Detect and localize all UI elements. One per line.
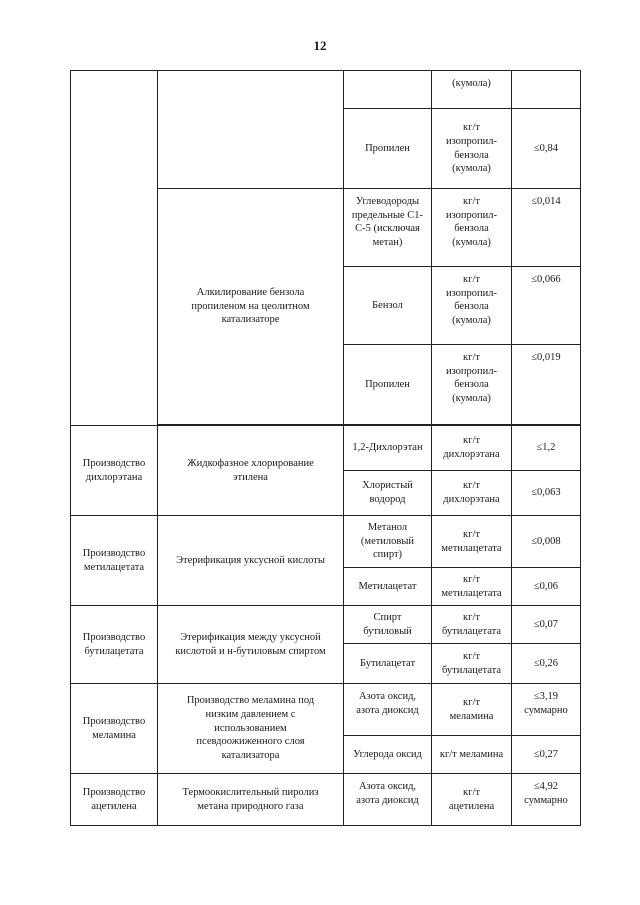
production-cell: Производство ацетилена — [71, 774, 158, 826]
unit-cell: кг/т меламина — [432, 684, 512, 736]
process-cell-empty — [158, 71, 344, 189]
substance-cell: Метилацетат — [344, 568, 432, 606]
substance-cell: Метанол (метиловый спирт) — [344, 516, 432, 568]
unit-cell: кг/т дихлорэтана — [432, 471, 512, 516]
process-cell: Алкилирование бензола пропиленом на цеолитном катализаторе — [158, 189, 344, 425]
process-cell: Жидкофазное хлорирование этилена — [158, 426, 344, 516]
value-cell-empty — [512, 71, 581, 109]
unit-cell: кг/т изопропил- бензола (кумола) — [432, 345, 512, 425]
production-cell: Производство дихлорэтана — [71, 426, 158, 516]
production-cell: Производство бутилацетата — [71, 606, 158, 684]
unit-cell: кг/т изопропил- бензола (кумола) — [432, 109, 512, 189]
substance-cell: Бензол — [344, 267, 432, 345]
unit-cell: кг/т бутилацетата — [432, 644, 512, 684]
substance-cell: 1,2-Дихлорэтан — [344, 426, 432, 471]
substance-cell: Углерода оксид — [344, 736, 432, 774]
unit-cell: кг/т меламина — [432, 736, 512, 774]
unit-cell: кг/т метилацетата — [432, 568, 512, 606]
unit-cell: кг/т изопропил- бензола (кумола) — [432, 189, 512, 267]
unit-cell: (кумола) — [432, 71, 512, 109]
value-cell: ≤0,019 — [512, 345, 581, 425]
value-cell: ≤0,26 — [512, 644, 581, 684]
substance-cell: Спирт бутиловый — [344, 606, 432, 644]
process-cell: Термоокислительный пиролиз метана природного газа — [158, 774, 344, 826]
unit-cell: кг/т дихлорэтана — [432, 426, 512, 471]
value-cell: ≤0,014 — [512, 189, 581, 267]
value-cell: ≤3,19 суммарно — [512, 684, 581, 736]
value-cell: ≤0,27 — [512, 736, 581, 774]
value-cell: ≤1,2 — [512, 426, 581, 471]
production-cell: Производство метилацетата — [71, 516, 158, 606]
page-number: 12 — [313, 38, 327, 53]
unit-cell: кг/т изопропил- бензола (кумола) — [432, 267, 512, 345]
process-cell: Этерификация между уксусной кислотой и н-бутиловым спиртом — [158, 606, 344, 684]
substance-cell-empty — [344, 71, 432, 109]
value-cell: ≤0,066 — [512, 267, 581, 345]
substance-cell: Пропилен — [344, 345, 432, 425]
value-cell: ≤0,063 — [512, 471, 581, 516]
unit-cell: кг/т бутилацетата — [432, 606, 512, 644]
substance-cell: Азота оксид, азота диоксид — [344, 774, 432, 826]
value-cell: ≤4,92 суммарно — [512, 774, 581, 826]
process-cell: Производство меламина под низким давлением с использованием псевдоожиженного слоя катализатора — [158, 684, 344, 774]
value-cell: ≤0,07 — [512, 606, 581, 644]
value-cell: ≤0,008 — [512, 516, 581, 568]
unit-cell: кг/т метилацетата — [432, 516, 512, 568]
substance-cell: Бутилацетат — [344, 644, 432, 684]
production-cell-empty — [71, 71, 158, 426]
value-cell: ≤0,84 — [512, 109, 581, 189]
substance-cell: Пропилен — [344, 109, 432, 189]
substance-cell: Хлористый водород — [344, 471, 432, 516]
production-cell: Производство меламина — [71, 684, 158, 774]
emissions-table — [70, 70, 580, 827]
process-cell: Этерификация уксусной кислоты — [158, 516, 344, 606]
unit-cell: кг/т ацетилена — [432, 774, 512, 826]
substance-cell: Углеводороды предельные С1- С-5 (исключая метан) — [344, 189, 432, 267]
value-cell: ≤0,06 — [512, 568, 581, 606]
substance-cell: Азота оксид, азота диоксид — [344, 684, 432, 736]
